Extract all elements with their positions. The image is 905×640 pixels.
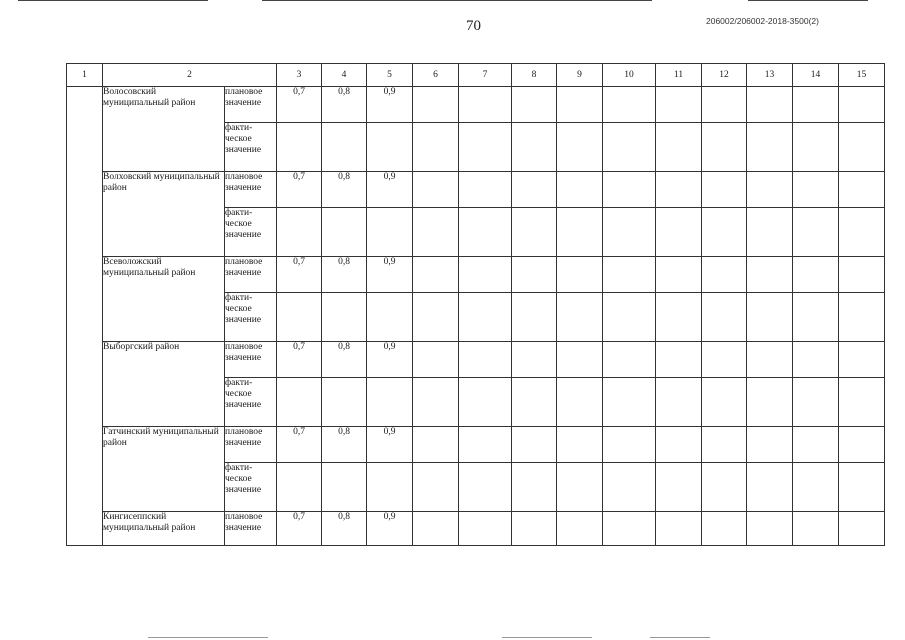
fact-value-cell [557,378,603,427]
plan-value-cell [459,342,512,378]
plan-value-cell: 0,7 [277,427,322,463]
plan-value-cell [702,427,747,463]
fact-value-cell [413,378,459,427]
plan-value-cell [839,427,885,463]
fact-value-cell [557,463,603,512]
column-header: 8 [512,64,557,87]
plan-value-cell [557,427,603,463]
fact-value-cell [322,293,367,342]
plan-value-cell: 0,8 [322,342,367,378]
plan-value-cell [793,512,839,546]
fact-value-cell [367,463,413,512]
district-name: Гатчинский муниципальный район [103,427,225,512]
column-header: 15 [839,64,885,87]
fact-value-cell [747,378,793,427]
column-header: 6 [413,64,459,87]
plan-value-cell [656,257,702,293]
column-header: 3 [277,64,322,87]
table-row [67,257,885,293]
fact-value-cell [793,123,839,172]
plan-value-cell [656,172,702,208]
plan-value-cell: 0,7 [277,257,322,293]
fact-value-cell [512,123,557,172]
plan-value-cell [702,512,747,546]
fact-value-cell [367,123,413,172]
fact-value-cell [512,463,557,512]
plan-value-cell [603,342,656,378]
plan-value-cell: 0,7 [277,512,322,546]
plan-value-cell [413,427,459,463]
column-header: 14 [793,64,839,87]
plan-value-cell [793,172,839,208]
fact-value-cell [413,463,459,512]
fact-value-cell [512,208,557,257]
fact-value-cell [839,208,885,257]
fact-value-label: факти-ческое значение [225,293,277,342]
bottom-edge-line [502,637,592,638]
fact-value-cell [656,123,702,172]
district-name: Волосовский муниципальный район [103,87,225,172]
plan-value-cell [459,512,512,546]
plan-value-cell [603,512,656,546]
plan-value-cell [557,512,603,546]
plan-value-cell [702,87,747,123]
column-header: 4 [322,64,367,87]
plan-value-cell [557,342,603,378]
fact-value-cell [367,378,413,427]
plan-value-cell [702,342,747,378]
plan-value-cell [747,427,793,463]
fact-value-label: факти-ческое значение [225,463,277,512]
plan-value-cell [793,87,839,123]
fact-value-cell [702,208,747,257]
plan-value-cell [793,427,839,463]
fact-value-label: факти-ческое значение [225,123,277,172]
plan-value-cell: 0,8 [322,427,367,463]
fact-value-cell [747,208,793,257]
plan-value-cell [656,342,702,378]
plan-value-cell [557,87,603,123]
fact-value-cell [839,123,885,172]
plan-value-cell [656,87,702,123]
fact-value-cell [793,208,839,257]
column-header: 1 [67,64,103,87]
plan-value-cell [839,257,885,293]
top-edge-line [748,0,868,1]
plan-value-label: плановое значение [225,87,277,123]
column-header: 12 [702,64,747,87]
fact-value-label: факти-ческое значение [225,378,277,427]
district-name: Кингисеппский муниципальный район [103,512,225,546]
fact-value-cell [839,293,885,342]
fact-value-cell [747,463,793,512]
plan-value-cell: 0,7 [277,172,322,208]
district-name: Выборгский район [103,342,225,427]
fact-value-cell [702,123,747,172]
plan-value-cell: 0,8 [322,257,367,293]
plan-value-cell: 0,9 [367,87,413,123]
fact-value-cell [413,123,459,172]
plan-value-cell [413,342,459,378]
district-name: Всеволожский муниципальный район [103,257,225,342]
plan-value-cell [656,427,702,463]
plan-value-cell: 0,9 [367,257,413,293]
plan-value-cell [656,512,702,546]
fact-value-cell [322,463,367,512]
fact-value-cell [702,378,747,427]
fact-value-cell [277,123,322,172]
table-row [67,427,885,463]
index-column-cell [67,87,103,546]
fact-value-cell [839,378,885,427]
fact-value-cell [322,378,367,427]
column-header: 7 [459,64,512,87]
plan-value-label: плановое значение [225,512,277,546]
column-header: 2 [103,64,277,87]
fact-value-cell [277,293,322,342]
plan-value-label: плановое значение [225,172,277,208]
document-code: 206002/206002-2018-3500(2) [706,16,819,26]
column-header-row [67,64,885,87]
bottom-edge-line [148,637,268,638]
column-header: 5 [367,64,413,87]
fact-value-cell [459,208,512,257]
plan-value-cell: 0,8 [322,512,367,546]
plan-value-cell: 0,7 [277,342,322,378]
fact-value-cell [603,463,656,512]
plan-value-cell [459,427,512,463]
fact-value-cell [459,123,512,172]
fact-value-cell [367,293,413,342]
plan-value-cell [702,257,747,293]
fact-value-cell [603,208,656,257]
fact-value-cell [459,463,512,512]
plan-value-cell: 0,7 [277,87,322,123]
plan-value-cell [459,257,512,293]
fact-value-cell [459,378,512,427]
plan-value-cell [512,87,557,123]
column-header: 11 [656,64,702,87]
fact-value-cell [557,123,603,172]
table-row [67,342,885,378]
plan-value-cell [747,257,793,293]
fact-value-cell [277,378,322,427]
plan-value-cell: 0,8 [322,172,367,208]
table-row [67,512,885,546]
fact-value-cell [603,123,656,172]
plan-value-cell [512,512,557,546]
plan-value-label: плановое значение [225,257,277,293]
fact-value-cell [277,208,322,257]
plan-value-label: плановое значение [225,342,277,378]
plan-value-cell [512,342,557,378]
plan-value-cell [413,257,459,293]
fact-value-cell [557,293,603,342]
fact-value-cell [839,463,885,512]
table-row [67,172,885,208]
fact-value-cell [459,293,512,342]
top-edge-line [262,0,652,1]
fact-value-cell [603,378,656,427]
plan-value-cell [512,427,557,463]
plan-value-cell [413,512,459,546]
plan-value-cell [557,257,603,293]
plan-value-cell [839,342,885,378]
fact-value-cell [413,293,459,342]
fact-value-cell [793,378,839,427]
plan-value-cell: 0,9 [367,342,413,378]
plan-value-cell [747,512,793,546]
fact-value-cell [747,293,793,342]
fact-value-cell [277,463,322,512]
plan-value-cell [747,87,793,123]
fact-value-cell [322,123,367,172]
plan-value-cell [839,172,885,208]
plan-value-cell [512,257,557,293]
table-row [67,87,885,123]
fact-value-cell [557,208,603,257]
bottom-edge-line [650,637,710,638]
plan-value-cell [839,512,885,546]
fact-value-cell [512,378,557,427]
plan-value-cell [793,257,839,293]
fact-value-cell [793,293,839,342]
fact-value-cell [413,208,459,257]
plan-value-cell [512,172,557,208]
plan-value-cell: 0,9 [367,512,413,546]
plan-value-cell [702,172,747,208]
plan-value-cell [557,172,603,208]
plan-value-cell [603,427,656,463]
plan-value-cell [839,87,885,123]
fact-value-cell [702,463,747,512]
plan-value-cell: 0,9 [367,172,413,208]
fact-value-cell [656,293,702,342]
plan-value-cell [603,257,656,293]
column-header: 10 [603,64,656,87]
plan-value-cell [459,87,512,123]
fact-value-cell [656,378,702,427]
plan-value-cell: 0,8 [322,87,367,123]
plan-value-cell [603,87,656,123]
plan-value-cell [413,172,459,208]
column-header: 9 [557,64,603,87]
fact-value-label: факти-ческое значение [225,208,277,257]
fact-value-cell [322,208,367,257]
fact-value-cell [656,208,702,257]
plan-value-cell [747,342,793,378]
fact-value-cell [793,463,839,512]
fact-value-cell [512,293,557,342]
fact-value-cell [702,293,747,342]
fact-value-cell [747,123,793,172]
plan-value-label: плановое значение [225,427,277,463]
plan-value-cell [793,342,839,378]
plan-value-cell [459,172,512,208]
plan-value-cell [413,87,459,123]
plan-value-cell: 0,9 [367,427,413,463]
indicator-table [66,63,885,546]
column-header: 13 [747,64,793,87]
fact-value-cell [367,208,413,257]
page-number: 70 [466,18,481,34]
plan-value-cell [747,172,793,208]
plan-value-cell [603,172,656,208]
fact-value-cell [656,463,702,512]
fact-value-cell [603,293,656,342]
top-edge-line [18,0,208,1]
district-name: Волховский муниципальный район [103,172,225,257]
